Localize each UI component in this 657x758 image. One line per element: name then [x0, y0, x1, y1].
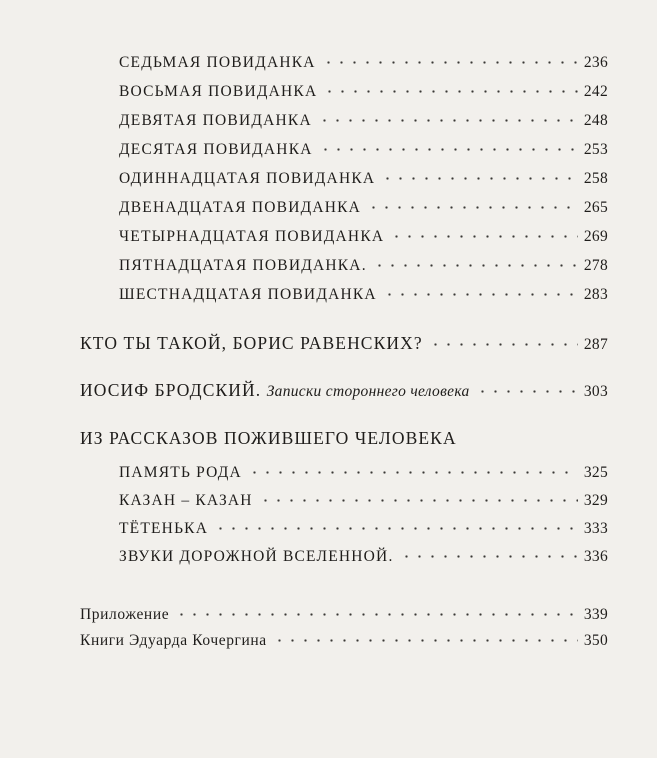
toc-entry-title: ЧЕТЫРНАДЦАТАЯ ПОВИДАНКА [119, 228, 385, 245]
dot-leader [367, 206, 578, 209]
toc-entry [119, 257, 608, 275]
dot-leader [373, 264, 578, 267]
dot-leader [214, 527, 578, 530]
section-heading: ИЗ РАССКАЗОВ ПОЖИВШЕГО ЧЕЛОВЕКА [80, 428, 457, 448]
dot-leader [319, 148, 578, 151]
toc-entry-title: ДЕСЯТАЯ ПОВИДАНКА [119, 141, 313, 158]
toc-entry [119, 228, 608, 246]
toc-entry-page: 283 [583, 286, 608, 303]
toc-entry-page: 253 [583, 141, 608, 158]
toc-entry-title: Книги Эдуарда Кочергина [80, 632, 267, 649]
toc-entry-books [80, 632, 608, 650]
toc-entry-page: 265 [583, 199, 608, 216]
dot-leader [248, 471, 578, 474]
toc-entry-page: 339 [583, 606, 608, 623]
toc-entry-page: 336 [583, 548, 608, 565]
toc-entry [119, 54, 608, 72]
toc-entry-page: 333 [583, 520, 608, 537]
toc-entry-title: ЗВУКИ ДОРОЖНОЙ ВСЕЛЕННОЙ. [119, 548, 394, 565]
toc-entry-page: 278 [583, 257, 608, 274]
toc-entry-page: 287 [583, 336, 608, 353]
dot-leader [390, 235, 578, 238]
toc-entry-title: ВОСЬМАЯ ПОВИДАНКА [119, 83, 318, 100]
dot-leader [383, 293, 578, 296]
toc-entry-title: ТЁТЕНЬКА [119, 520, 209, 537]
dot-leader [429, 343, 578, 346]
toc-entry-subtitle: Записки стороннего человека [266, 383, 470, 400]
toc-entry-page: 248 [583, 112, 608, 129]
toc-entry [119, 286, 608, 304]
toc-entry-page: 236 [583, 54, 608, 71]
dot-leader [323, 90, 578, 93]
toc-entry-title: ОДИННАДЦАТАЯ ПОВИДАНКА [119, 170, 376, 187]
toc-entry-page: 303 [583, 383, 608, 400]
toc-entry-page: 258 [583, 170, 608, 187]
dot-leader [400, 555, 578, 558]
toc-entry [119, 492, 608, 510]
toc-entry-title: Приложение [80, 606, 170, 623]
toc-entry-author: ИОСИФ БРОДСКИЙ. [80, 380, 262, 400]
dot-leader [476, 390, 578, 393]
toc-entry-brodsky [80, 380, 608, 401]
toc-entry-title: КТО ТЫ ТАКОЙ, БОРИС РАВЕНСКИХ? [80, 333, 423, 353]
dot-leader [322, 61, 578, 64]
toc-entry-title: ДВЕНАДЦАТАЯ ПОВИДАНКА [119, 199, 362, 216]
toc-entry-page: 242 [583, 83, 608, 100]
toc-entry [119, 112, 608, 130]
dot-leader [175, 613, 578, 616]
toc-entry [119, 141, 608, 159]
toc-entry-title [80, 380, 470, 401]
dot-leader [381, 177, 578, 180]
toc-entry [119, 83, 608, 101]
toc-entry-appendix [80, 606, 608, 624]
toc-entry-title: КАЗАН – КАЗАН [119, 492, 253, 509]
toc-entry [119, 170, 608, 188]
dot-leader [318, 119, 578, 122]
toc-entry-page: 269 [583, 228, 608, 245]
toc-entry [119, 548, 608, 566]
toc-entry-title: ПЯТНАДЦАТАЯ ПОВИДАНКА. [119, 257, 367, 274]
dot-leader [273, 639, 578, 642]
toc-entry [119, 464, 608, 482]
toc-entry-title: СЕДЬМАЯ ПОВИДАНКА [119, 54, 316, 71]
toc-entry-page: 350 [583, 632, 608, 649]
toc-entry-page: 329 [583, 492, 608, 509]
dot-leader [259, 499, 578, 502]
toc-entry-title: ШЕСТНАДЦАТАЯ ПОВИДАНКА [119, 286, 377, 303]
toc-entry-boris [80, 333, 608, 354]
toc-entry [119, 199, 608, 217]
toc-entry-page: 325 [583, 464, 608, 481]
toc-entry-title: ДЕВЯТАЯ ПОВИДАНКА [119, 112, 312, 129]
toc-entry [119, 520, 608, 538]
toc-entry-title: ПАМЯТЬ РОДА [119, 464, 242, 481]
